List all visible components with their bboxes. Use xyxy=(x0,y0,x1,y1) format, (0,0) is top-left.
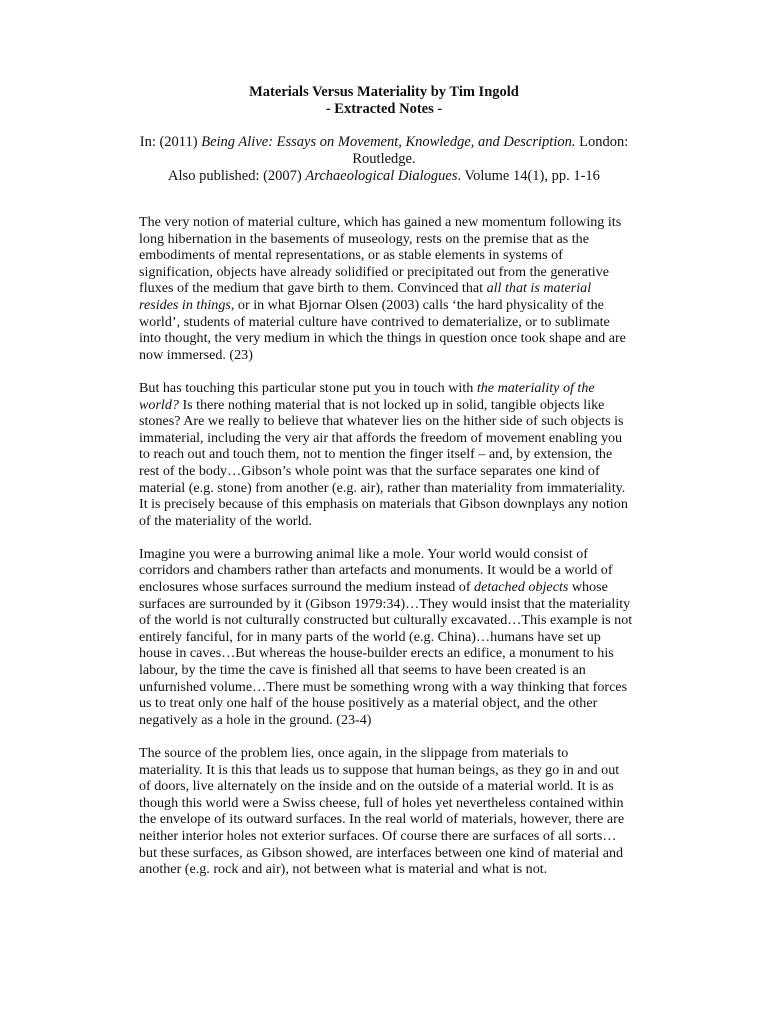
citation-also-suffix: . Volume 14(1), pp. 1-16 xyxy=(457,168,600,184)
paragraph-3-text-a: Imagine you were a burrowing animal like a mole. Your world would consist of corridors and chambers rather than artefacts and monuments. It would be a world of enclosures whose surfaces surround the medium instead of xyxy=(139,545,613,596)
citation-journal: Archaeological Dialogues xyxy=(305,168,458,184)
paragraph-2-emphasis: the materiality of the world? xyxy=(139,379,595,413)
document-title xyxy=(130,84,638,118)
citation-publisher: London: Routledge. xyxy=(352,134,629,167)
paragraph-1-text-b: or in what Bjornar Olsen (2003) calls ‘the hard physicality of the world’, students of material culture have contrived to dematerialize, or to sublimate into thought, the very medium in which the things in question once took shape and are now immersed. (23) xyxy=(139,296,626,363)
paragraph-3 xyxy=(139,546,633,729)
paragraph-4: The source of the problem lies, once again, in the slippage from materials to materiality. It is this that leads us to suppose that human beings, as they go in and out of doors, live alternately on the inside and on the outside of a material world. It is as though this world were a Swiss cheese, full of holes yet nevertheless contained within the envelope of its outward surfaces. In the real world of materials, however, there are neither interior holes not exterior surfaces. Of course there are surfaces of all sorts…but these surfaces, as Gibson showed, are interfaces between one kind of material and another (e.g. rock and air), not between what is material and what is not. xyxy=(139,745,625,878)
paragraph-2 xyxy=(139,380,633,529)
paragraph-1-emphasis: all that is material resides in things, xyxy=(139,280,592,313)
document-body xyxy=(139,214,633,894)
citation-also-prefix: Also published: (2007) xyxy=(168,168,306,184)
paragraph-1-text-a: The very notion of material culture, which has gained a new momentum following its long hibernation in the basements of museology, rests on the premise that as the embodiments of mental representations, or as stable elements in systems of signification, objects have already solidified or precipitated out from the generative fluxes of the medium that gave birth to them. Convinced that xyxy=(139,214,622,297)
paragraph-2-text-b: Is there nothing material that is not locked up in solid, tangible objects like stones? Are we really to believe that whatever lies on the hither side of such objects is immaterial, including the very air that affords the freedom of movement enabling you to reach out and touch them, not to mention the finger itself – and, by extension, the rest of the body…Gibson’s whole point was that the surface separates one kind of material (e.g. stone) from another (e.g. air), rather than materiality from immateriality. It is precisely because of this emphasis on materials that Gibson downplays any notion of the materiality of the world. xyxy=(139,396,628,529)
paragraph-3-emphasis: detached objects xyxy=(474,579,569,596)
citation-in xyxy=(130,134,638,168)
citation-block xyxy=(130,134,638,185)
paragraph-1 xyxy=(139,214,633,363)
title-line-1: Materials Versus Materiality by Tim Ingold xyxy=(249,84,519,100)
citation-in-prefix: In: (2011) xyxy=(139,134,202,150)
document-header xyxy=(130,84,638,185)
citation-book-title: Being Alive: Essays on Movement, Knowledge, and Description. xyxy=(201,134,576,150)
title-line-2: - Extracted Notes - xyxy=(325,101,443,117)
citation-also-published xyxy=(130,168,638,185)
paragraph-3-text-b: whose surfaces are surrounded by it (Gibson 1979:34)…They would insist that the materiality of the world is not culturally constructed but culturally excavated…This example is not entirely fanciful, for in many parts of the world (e.g. China)…humans have set up house in caves…But whereas the house-builder erects an edifice, a monument to his labour, by the time the cave is finished all that seems to have been created is an unfurnished volume…There must be something wrong with a way thinking that forces us to treat only one half of the house positively as a material object, and the other negatively as a hole in the ground. (23-4) xyxy=(139,579,633,728)
paragraph-2-text-a: But has touching this particular stone put you in touch with xyxy=(139,379,477,396)
